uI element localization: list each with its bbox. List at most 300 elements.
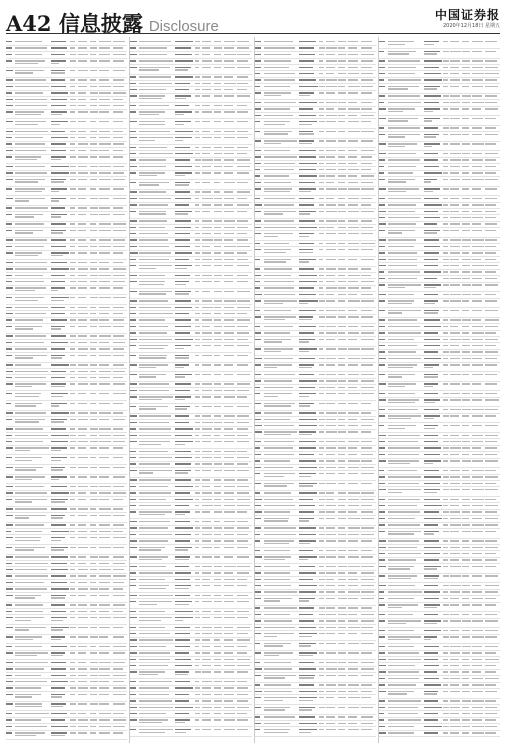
table-cell — [113, 371, 125, 372]
table-row — [379, 602, 500, 612]
table-cell — [485, 598, 495, 599]
table-cell — [175, 472, 188, 473]
table-cell — [338, 182, 345, 183]
table-cell — [139, 114, 159, 115]
table-cell — [224, 719, 235, 720]
table-cell — [255, 527, 261, 528]
table-cell — [472, 415, 483, 416]
table-cell — [237, 435, 248, 436]
table-row — [379, 49, 500, 59]
table-cell — [195, 556, 201, 557]
table-cell — [348, 527, 360, 528]
table-cell — [70, 547, 76, 548]
table-cell — [130, 47, 136, 48]
table-cell — [462, 326, 469, 327]
table-cell — [450, 614, 459, 615]
table-row — [379, 39, 500, 49]
table-cell — [195, 291, 200, 292]
table-cell — [361, 310, 372, 311]
table-cell — [130, 191, 137, 192]
table-cell — [195, 428, 201, 429]
table-cell — [388, 483, 419, 484]
table-cell — [224, 121, 234, 122]
table-cell — [224, 76, 234, 77]
table-cell — [319, 102, 324, 103]
table-cell — [195, 211, 200, 212]
table-cell — [299, 124, 312, 125]
table-cell — [130, 585, 136, 586]
table-cell — [214, 499, 221, 500]
table-cell — [361, 332, 374, 333]
table-cell — [175, 345, 191, 346]
table-cell — [299, 591, 315, 592]
table-cell — [264, 511, 291, 512]
table-cell — [379, 441, 385, 442]
table-cell — [99, 703, 109, 704]
table-cell — [51, 70, 65, 71]
table-row — [255, 119, 376, 129]
table-cell — [264, 294, 295, 295]
table-cell — [348, 182, 358, 183]
table-cell — [6, 719, 12, 720]
table-cell — [51, 469, 63, 470]
table-cell — [348, 188, 360, 189]
table-cell — [338, 300, 344, 301]
table-cell — [6, 595, 13, 596]
table-cell — [379, 531, 385, 532]
table-cell — [264, 259, 292, 260]
table-cell — [424, 402, 436, 403]
table-cell — [485, 559, 496, 560]
table-cell — [113, 611, 124, 612]
table-cell — [299, 341, 309, 342]
table-cell — [99, 412, 110, 413]
table-cell — [450, 559, 459, 560]
table-cell — [15, 428, 43, 429]
table-cell — [326, 716, 335, 717]
table-cell — [51, 501, 65, 502]
table-cell — [338, 348, 346, 349]
table-cell — [51, 675, 66, 676]
table-cell — [319, 431, 324, 432]
table-cell — [388, 441, 418, 442]
table-cell — [113, 582, 124, 583]
table-cell — [255, 163, 261, 164]
table-cell — [338, 403, 346, 404]
table-cell — [299, 310, 316, 311]
table-cell — [139, 572, 173, 573]
table-cell — [462, 540, 469, 541]
table-cell — [195, 307, 200, 308]
table-cell — [237, 259, 248, 260]
table-cell — [113, 515, 125, 516]
table-cell — [379, 358, 386, 359]
table-cell — [338, 499, 346, 500]
table-cell — [175, 499, 193, 500]
table-cell — [51, 597, 65, 598]
table-cell — [326, 156, 335, 157]
table-cell — [255, 572, 262, 573]
table-cell — [51, 172, 69, 173]
table-cell — [255, 115, 261, 116]
table-row — [6, 545, 127, 555]
table-cell — [485, 547, 497, 548]
table-cell — [338, 54, 346, 55]
table-cell — [195, 166, 200, 167]
table-cell — [255, 585, 261, 586]
table-cell — [51, 732, 67, 733]
table-cell — [338, 579, 346, 580]
table-cell — [70, 150, 75, 151]
table-cell — [90, 326, 97, 327]
table-cell — [70, 636, 75, 637]
table-cell — [264, 79, 295, 80]
table-cell — [214, 182, 220, 183]
table-cell — [338, 668, 345, 669]
table-cell — [175, 399, 185, 400]
table-cell — [214, 521, 220, 522]
table-cell — [130, 463, 136, 464]
table-cell — [299, 627, 316, 628]
table-cell — [202, 220, 212, 221]
table-cell — [130, 147, 136, 148]
table-cell — [6, 111, 13, 112]
table-cell — [299, 393, 315, 394]
table-cell — [264, 677, 285, 678]
table-cell — [462, 652, 470, 653]
table-cell — [130, 307, 136, 308]
table-cell — [299, 374, 313, 375]
table-cell — [78, 726, 89, 727]
table-cell — [99, 156, 109, 157]
table-cell — [485, 246, 496, 247]
table-row — [6, 615, 127, 625]
table-cell — [15, 547, 45, 548]
table-cell — [450, 217, 461, 218]
table-cell — [113, 54, 126, 55]
table-cell — [224, 220, 236, 221]
table-cell — [450, 108, 459, 109]
table-cell — [485, 441, 497, 442]
table-cell — [195, 355, 200, 356]
table-cell — [472, 636, 484, 637]
table-cell — [214, 67, 221, 68]
table-cell — [264, 620, 292, 621]
table-cell — [237, 76, 248, 77]
table-cell — [319, 556, 325, 557]
table-cell — [224, 147, 234, 148]
table-cell — [255, 505, 261, 506]
table-cell — [6, 60, 12, 61]
table-cell — [214, 159, 221, 160]
table-cell — [379, 223, 386, 224]
table-cell — [195, 527, 200, 528]
table-cell — [485, 614, 497, 615]
table-cell — [450, 604, 458, 605]
table-cell — [443, 652, 448, 653]
table-cell — [388, 598, 414, 599]
table-cell — [202, 479, 210, 480]
table-cell — [338, 607, 346, 608]
table-cell — [388, 172, 414, 173]
table-cell — [51, 386, 65, 387]
table-cell — [78, 275, 87, 276]
table-cell — [130, 233, 136, 234]
table-cell — [424, 636, 438, 637]
table-cell — [224, 505, 236, 506]
table-cell — [130, 713, 137, 714]
table-cell — [424, 159, 438, 160]
table-cell — [51, 326, 65, 327]
table-cell — [130, 172, 136, 173]
table-cell — [326, 108, 334, 109]
table-cell — [175, 566, 189, 567]
table-cell — [443, 425, 448, 426]
table-cell — [214, 166, 222, 167]
table-cell — [388, 217, 420, 218]
table-cell — [424, 188, 441, 189]
table-cell — [424, 409, 439, 410]
table-cell — [214, 665, 221, 666]
table-cell — [462, 179, 470, 180]
table-cell — [264, 476, 284, 477]
table-cell — [424, 364, 440, 365]
table-cell — [450, 41, 458, 42]
table-cell — [264, 300, 297, 301]
table-cell — [299, 319, 312, 320]
table-cell — [195, 700, 200, 701]
table-cell — [175, 694, 189, 695]
table-cell — [15, 207, 48, 208]
table-cell — [388, 376, 402, 377]
table-cell — [388, 303, 413, 304]
table-cell — [424, 598, 440, 599]
table-cell — [255, 540, 261, 541]
table-row — [6, 455, 127, 465]
table-cell — [202, 291, 210, 292]
table-cell — [319, 598, 324, 599]
table-cell — [214, 326, 222, 327]
table-cell — [202, 76, 211, 77]
table-cell — [299, 668, 315, 669]
table-cell — [99, 467, 110, 468]
table-cell — [264, 707, 291, 708]
table-cell — [348, 198, 359, 199]
table-row — [379, 177, 500, 187]
table-cell — [450, 425, 460, 426]
table-cell — [361, 511, 373, 512]
table-cell — [130, 159, 136, 160]
table-cell — [264, 198, 295, 199]
table-cell — [51, 207, 65, 208]
table-cell — [450, 524, 461, 525]
table-cell — [15, 255, 38, 256]
table-cell — [299, 261, 309, 262]
table-cell — [424, 707, 442, 708]
table-cell — [388, 73, 416, 74]
table-cell — [130, 153, 135, 154]
table-cell — [214, 617, 222, 618]
table-cell — [326, 169, 336, 170]
table-cell — [450, 127, 459, 128]
table-cell — [214, 345, 221, 346]
table-cell — [319, 358, 325, 359]
table-cell — [139, 175, 157, 176]
table-cell — [202, 319, 212, 320]
table-cell — [443, 719, 448, 720]
table-cell — [224, 665, 236, 666]
table-cell — [388, 707, 418, 708]
table-cell — [326, 591, 335, 592]
table-cell — [175, 617, 193, 618]
table-cell — [175, 284, 186, 285]
table-cell — [224, 428, 233, 429]
table-cell — [264, 556, 291, 557]
table-cell — [175, 175, 185, 176]
table-cell — [472, 726, 484, 727]
table-cell — [319, 729, 324, 730]
table-cell — [78, 105, 86, 106]
table-cell — [78, 335, 87, 336]
table-cell — [90, 668, 98, 669]
table-cell — [348, 243, 359, 244]
table-cell — [51, 393, 69, 394]
table-row — [255, 516, 376, 526]
table-cell — [299, 163, 317, 164]
table-row — [255, 138, 376, 148]
table-cell — [388, 671, 419, 672]
table-cell — [326, 73, 334, 74]
table-cell — [202, 681, 212, 682]
table-cell — [319, 425, 324, 426]
table-cell — [15, 726, 47, 727]
table-cell — [113, 537, 126, 538]
table-cell — [361, 412, 371, 413]
table-cell — [15, 595, 41, 596]
table-cell — [90, 150, 98, 151]
table-row — [255, 186, 376, 196]
table-cell — [485, 239, 496, 240]
table-cell — [139, 348, 163, 349]
table-cell — [264, 412, 293, 413]
table-cell — [70, 348, 75, 349]
table-cell — [113, 207, 123, 208]
table-cell — [90, 60, 97, 61]
table-cell — [319, 374, 325, 375]
table-cell — [424, 287, 436, 288]
table-cell — [70, 355, 75, 356]
table-cell — [348, 332, 359, 333]
table-cell — [388, 533, 414, 534]
table-row — [130, 279, 251, 289]
table-cell — [264, 607, 297, 608]
table-cell — [195, 227, 200, 228]
table-cell — [379, 102, 385, 103]
table-cell — [15, 268, 47, 269]
table-cell — [472, 585, 481, 586]
table-cell — [361, 249, 373, 250]
table-cell — [348, 483, 358, 484]
table-cell — [388, 284, 421, 285]
table-cell — [202, 137, 212, 138]
table-cell — [113, 268, 126, 269]
table-cell — [214, 291, 222, 292]
table-cell — [175, 457, 192, 458]
table-cell — [264, 643, 292, 644]
table-cell — [51, 629, 63, 630]
table-cell — [175, 357, 189, 358]
table-cell — [15, 652, 48, 653]
table-row — [6, 474, 127, 484]
table-cell — [388, 79, 421, 80]
table-row — [379, 116, 500, 126]
table-cell — [255, 393, 261, 394]
table-cell — [15, 63, 38, 64]
table-cell — [338, 684, 346, 685]
table-cell — [99, 435, 110, 436]
table-cell — [361, 499, 374, 500]
table-cell — [15, 620, 31, 621]
table-cell — [237, 463, 248, 464]
table-cell — [139, 470, 171, 471]
table-cell — [202, 252, 211, 253]
table-cell — [424, 665, 439, 666]
table-cell — [51, 143, 67, 144]
table-cell — [443, 435, 448, 436]
table-cell — [90, 588, 98, 589]
table-cell — [6, 604, 12, 605]
table-cell — [450, 265, 459, 266]
table-cell — [130, 76, 136, 77]
table-cell — [264, 332, 290, 333]
table-cell — [15, 668, 44, 669]
table-cell — [338, 339, 346, 340]
table-cell — [214, 390, 222, 391]
table-cell — [6, 179, 13, 180]
table-cell — [90, 611, 97, 612]
table-row — [130, 727, 251, 737]
table-cell — [237, 671, 248, 672]
table-cell — [202, 166, 211, 167]
table-cell — [255, 607, 261, 608]
table-cell — [202, 428, 213, 429]
table-cell — [130, 406, 136, 407]
table-cell — [472, 524, 484, 525]
table-row — [6, 513, 127, 523]
table-cell — [348, 102, 357, 103]
table-cell — [361, 598, 374, 599]
table-cell — [379, 67, 385, 68]
table-cell — [299, 211, 316, 212]
table-cell — [224, 396, 235, 397]
table-cell — [51, 396, 63, 397]
table-cell — [78, 563, 87, 564]
table-cell — [139, 153, 173, 154]
table-cell — [195, 204, 200, 205]
table-cell — [175, 153, 193, 154]
table-cell — [224, 572, 233, 573]
table-cell — [299, 396, 309, 397]
table-cell — [264, 249, 292, 250]
table-cell — [299, 585, 317, 586]
table-cell — [175, 213, 188, 214]
table-cell — [113, 508, 124, 509]
table-cell — [450, 294, 460, 295]
table-cell — [15, 639, 33, 640]
table-cell — [326, 268, 336, 269]
table-cell — [361, 294, 373, 295]
table-cell — [424, 374, 438, 375]
